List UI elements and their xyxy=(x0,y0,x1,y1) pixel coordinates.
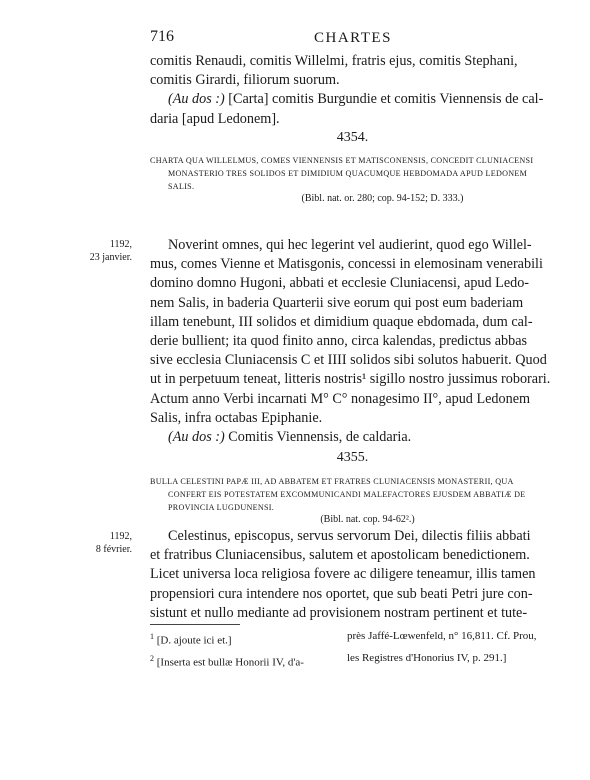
charter-body-4355 xyxy=(150,527,555,623)
charter-body-4354 xyxy=(150,236,555,447)
body-line: Noverint omnes, qui hec legerint vel audierint, quod ego Willel- xyxy=(168,237,532,253)
footnote-mark: 2 xyxy=(150,653,154,663)
dorse-note xyxy=(150,428,555,447)
date-year: 1192, xyxy=(109,239,132,250)
charter-number-4355: 4355. xyxy=(336,450,369,465)
margin-date-4355 xyxy=(72,530,132,556)
body-line: sistunt et nullo mediante ad provisionem nostram pertinent et tute- xyxy=(150,604,528,621)
charter-summary-4355 xyxy=(150,475,555,514)
date-year: 1192, xyxy=(109,531,132,542)
text-line: comitis Girardi, filiorum suorum. xyxy=(150,72,340,89)
body-line: nem Salis, in baderia Quarterii sive eorum qui post eum baderiam xyxy=(150,294,524,311)
date-day: 8 février. xyxy=(95,544,132,555)
footnote-1 xyxy=(150,628,555,650)
dorse-text: [Carta] comitis Burgundie et comitis Viennensis de cal- xyxy=(228,91,544,108)
body-line: et fratribus Cluniacensibus, salutem et apostolicam benedictionem. xyxy=(150,547,530,564)
margin-date-4354 xyxy=(72,238,132,264)
footnote-continuation: les Registres d'Honorius IV, p. 291.] xyxy=(347,651,507,664)
previous-charter-ending xyxy=(150,52,555,129)
summary-line: CHARTA QUA WILLELMUS, COMES VIENNENSIS ET MATISCONENSIS, CONCEDIT CLUNIACENSI xyxy=(150,156,534,165)
footnotes xyxy=(150,628,555,671)
body-line: mus, comes Vienne et Matisgonis, concessi in elemosinam venerabili xyxy=(150,256,543,273)
summary-line: MONASTERIO TRES SOLIDOS ET DIMIDIUM QUACUMQUE HEBDOMADA APUD LEDONEM xyxy=(168,169,528,178)
text-line: comitis Renaudi, comitis Willelmi, fratris ejus, comitis Stephani, xyxy=(150,53,518,69)
footnote-continuation: près Jaffé-Lœwenfeld, n° 16,811. Cf. Prou, xyxy=(347,630,537,642)
summary-line: PROVINCIA LUGDUNENSI. xyxy=(168,503,275,512)
dorse-text: Comitis Viennensis, de caldaria. xyxy=(228,429,412,446)
footnote-rule xyxy=(150,624,240,625)
summary-line: SALIS. xyxy=(168,182,195,191)
body-line: derie bullient; ita quod finito anno, circa kalendas, predictus abbas xyxy=(150,333,528,350)
dorse-note xyxy=(150,90,555,109)
body-line: Celestinus, episcopus, servus servorum Dei, dilectis filiis abbati xyxy=(168,528,531,544)
page-number: 716 xyxy=(150,28,174,45)
running-title: CHARTES xyxy=(314,30,392,46)
body-line: domino domno Hugoni, abbati et ecclesie Cluniacensi, apud Ledo- xyxy=(150,275,530,292)
charter-source-4354: (Bibl. nat. or. 280; cop. 94-152; D. 333.) xyxy=(301,193,464,204)
footnote-text: [D. ajoute ici et.] xyxy=(156,634,232,647)
body-line: propensiori cura intendere nos oportet, que sub beati Petri jure con- xyxy=(150,585,533,602)
summary-line: CONFERT EIS POTESTATEM EXCOMMUNICANDI MALEFACTORES EJUSDEM ABBATIÆ DE xyxy=(168,490,526,499)
dorse-prefix: (Au dos :) xyxy=(168,429,225,446)
body-line: Actum anno Verbi incarnati M° C° nonagesimo II°, apud Ledonem xyxy=(150,390,531,407)
body-line: ut in perpetuum teneat, litteris nostris¹ sigillo nostro jussimus roborari. xyxy=(150,371,551,388)
charter-number-4354: 4354. xyxy=(336,130,369,145)
dorse-prefix: (Au dos :) xyxy=(168,91,225,108)
text-line: daria [apud Ledonem]. xyxy=(150,110,280,127)
charter-summary-4354 xyxy=(150,154,555,193)
body-line: Licet universa loca religiosa fovere ac diligere teneamur, illis tamen xyxy=(150,566,536,583)
body-line: Salis, infra octabas Epiphanie. xyxy=(150,409,323,426)
footnote-text: [Inserta est bullæ Honorii IV, d'a- xyxy=(156,656,304,669)
summary-line: BULLA CELESTINI PAPÆ III, AD ABBATEM ET FRATRES CLUNIACENSIS MONASTERII, QUA xyxy=(150,477,514,486)
footnote-2 xyxy=(150,650,555,672)
body-line: sive ecclesia Cluniacensis C et IIII solidos sibi solutos habuerit. Quod xyxy=(150,352,547,369)
date-day: 23 janvier. xyxy=(89,252,132,263)
body-line: illam tenebunt, III solidos et dimidium quaque ebdomada, dum cal- xyxy=(150,313,533,330)
footnote-mark: 1 xyxy=(150,632,154,641)
charter-source-4355: (Bibl. nat. cop. 94-62².) xyxy=(320,514,415,525)
